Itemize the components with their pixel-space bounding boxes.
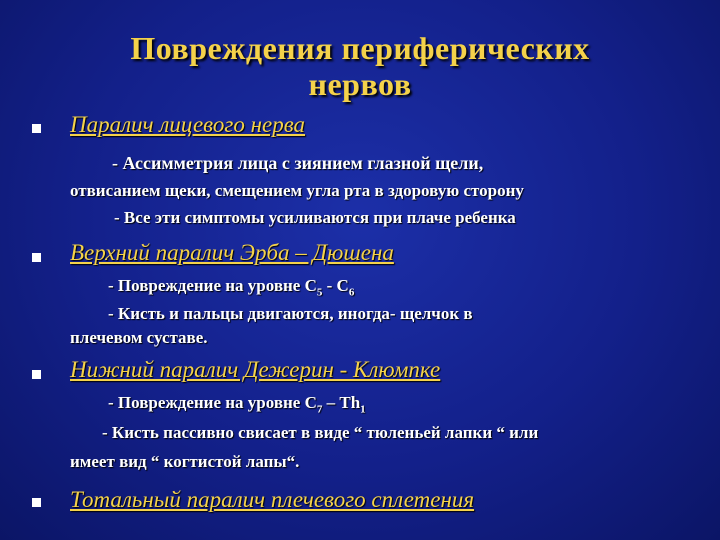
section-1-line-3: - Все эти симптомы усиливаются при плаче ребенка bbox=[114, 208, 516, 227]
section-1-line-1: - Ассимметрия лица с зиянием глазной щели, bbox=[112, 153, 484, 173]
section-2-line-2: - Кисть и пальцы двигаются, иногда- щелчок в bbox=[108, 304, 473, 323]
bullet-square-icon bbox=[32, 124, 41, 133]
level-subscript-1: 5 bbox=[316, 286, 323, 299]
bullet-square-icon bbox=[32, 370, 41, 379]
section-2-line-1 bbox=[108, 276, 354, 298]
level-subscript-2: 6 bbox=[348, 286, 355, 299]
level-text-mid: – Th bbox=[322, 393, 361, 412]
level-text: - Повреждение на уровне С bbox=[108, 393, 317, 412]
section-3-line-1 bbox=[108, 393, 366, 415]
bullet-square-icon bbox=[32, 253, 41, 262]
section-2-line-3: плечевом суставе. bbox=[70, 328, 208, 347]
section-3-line-2: - Кисть пассивно свисает в виде “ тюленьей лапки “ или bbox=[102, 423, 539, 442]
section-heading-facial-nerve: Паралич лицевого нерва bbox=[70, 112, 306, 137]
section-1-line-2: отвисанием щеки, смещением угла рта в здоровую сторону bbox=[70, 181, 524, 200]
section-heading-dejerine-klumpke: Нижний паралич Дежерин - Клюмпке bbox=[70, 357, 441, 382]
level-subscript-2: 1 bbox=[360, 403, 366, 416]
title-line-2: нервов bbox=[308, 66, 412, 102]
level-text: - Повреждение на уровне С bbox=[108, 276, 317, 295]
section-3-line-3: имеет вид “ когтистой лапы“. bbox=[70, 452, 300, 471]
section-heading-erb-duchenne: Верхний паралич Эрба – Дюшена bbox=[70, 240, 394, 265]
level-subscript-1: 7 bbox=[316, 403, 323, 416]
level-text-mid: - С bbox=[322, 276, 349, 295]
bullet-square-icon bbox=[32, 498, 41, 507]
title-line-1: Повреждения периферических bbox=[130, 30, 590, 66]
slide-title bbox=[0, 30, 720, 102]
section-heading-total-brachial-plexus: Тотальный паралич плечевого сплетения bbox=[70, 487, 475, 512]
